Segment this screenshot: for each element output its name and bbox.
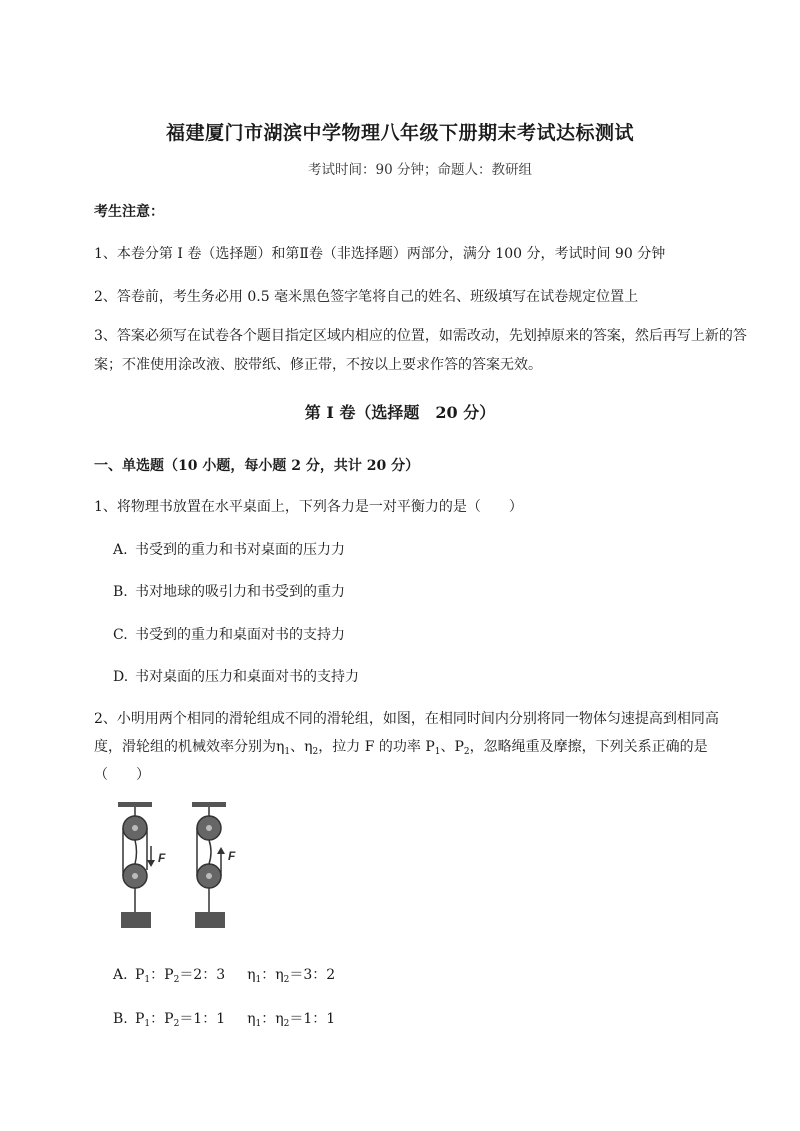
option-text: η — [247, 1011, 256, 1027]
option-text: ：P — [150, 1011, 174, 1027]
option-letter: A. — [113, 542, 128, 558]
question-1-stem: 1、将物理书放置在水平桌面上，下列各力是一对平衡力的是（ ） — [94, 499, 523, 515]
notes-heading: 考生注意： — [94, 204, 164, 220]
option-text: 书受到的重力和桌面对书的支持力 — [135, 627, 345, 643]
option-text: P — [135, 967, 145, 983]
option-text: ＝3：2 — [289, 967, 336, 983]
question-2-stem-line-3: （ ） — [94, 767, 150, 783]
option-text: ：η — [261, 1011, 284, 1027]
option-letter: B. — [113, 1011, 128, 1027]
note-item-1: 1、本卷分第 I 卷（选择题）和第Ⅱ卷（非选择题）两部分，满分 100 分，考试时间 90 分钟 — [94, 246, 666, 262]
subscript: 1 — [284, 747, 291, 757]
option-text: ：P — [150, 967, 174, 983]
option-letter: D. — [113, 669, 129, 685]
question-1-option-c — [113, 623, 345, 647]
stem-text: ，拉力 F 的功率 P — [318, 739, 435, 755]
stem-text: 、P — [440, 739, 464, 755]
subscript: 1 — [144, 1019, 151, 1029]
up-arrow — [217, 847, 225, 854]
subscript: 1 — [255, 1019, 262, 1029]
section-title: 第 I 卷（选择题 20 分） — [304, 403, 496, 422]
option-text: η — [247, 967, 256, 983]
question-2-option-a — [113, 963, 335, 992]
option-letter: B. — [113, 584, 128, 600]
exam-title: 福建厦门市湖滨中学物理八年级下册期末考试达标测试 — [165, 122, 634, 144]
subscript: 2 — [463, 747, 470, 757]
force-label-left: F — [158, 851, 166, 865]
subscript: 2 — [312, 747, 319, 757]
ceiling-left — [118, 802, 152, 807]
option-text: 书受到的重力和书对桌面的压力力 — [135, 542, 345, 558]
question-2-option-b — [113, 1007, 335, 1036]
question-1-option-d — [113, 665, 359, 689]
subscript: 2 — [283, 975, 290, 985]
part-heading: 一、单选题（10 小题，每小题 2 分，共计 20 分） — [94, 458, 420, 474]
force-label-right: F — [228, 849, 236, 863]
question-2-stem-line-1: 2、小明用两个相同的滑轮组成不同的滑轮组，如图，在相同时间内分别将同一物体匀速提高到相同高 — [94, 711, 719, 727]
option-text: 书对桌面的压力和桌面对书的支持力 — [135, 669, 359, 685]
down-arrow — [147, 860, 155, 867]
option-text: ＝1：1 — [179, 1011, 226, 1027]
stem-text: 、η — [290, 739, 313, 755]
question-1-option-a — [113, 538, 345, 562]
stem-text: 度，滑轮组的机械效率分别为η — [94, 739, 285, 755]
option-text: P — [135, 1011, 145, 1027]
subscript: 2 — [283, 1019, 290, 1029]
pulley-diagram — [108, 800, 258, 940]
subscript: 2 — [173, 1019, 180, 1029]
subscript: 1 — [255, 975, 262, 985]
right-weight — [195, 912, 225, 928]
subscript: 2 — [173, 975, 180, 985]
stem-text: ，忽略绳重及摩擦，下列关系正确的是 — [469, 739, 708, 755]
option-letter: A. — [113, 967, 128, 983]
subscript: 1 — [434, 747, 441, 757]
option-letter: C. — [113, 627, 128, 643]
exam-subtitle: 考试时间：90 分钟；命题人：教研组 — [308, 162, 532, 178]
option-text: ＝2：3 — [179, 967, 226, 983]
note-item-2: 2、答卷前，考生务必用 0.5 毫米黑色签字笔将自己的姓名、班级填写在试卷规定位置上 — [94, 289, 639, 305]
subscript: 1 — [144, 975, 151, 985]
option-text: ：η — [261, 967, 284, 983]
left-weight — [121, 912, 151, 928]
ceiling-right — [192, 802, 226, 807]
option-text: ＝1：1 — [289, 1011, 336, 1027]
note-item-3: 3、答案必须写在试卷各个题目指定区域内相应的位置，如需改动，先划掉原来的答案，然后再写上新的答案；不准使用涂改液、胶带纸、修正带，不按以上要求作答的答案无效。 — [94, 328, 747, 373]
question-1-option-b — [113, 580, 345, 604]
option-text: 书对地球的吸引力和书受到的重力 — [135, 584, 345, 600]
